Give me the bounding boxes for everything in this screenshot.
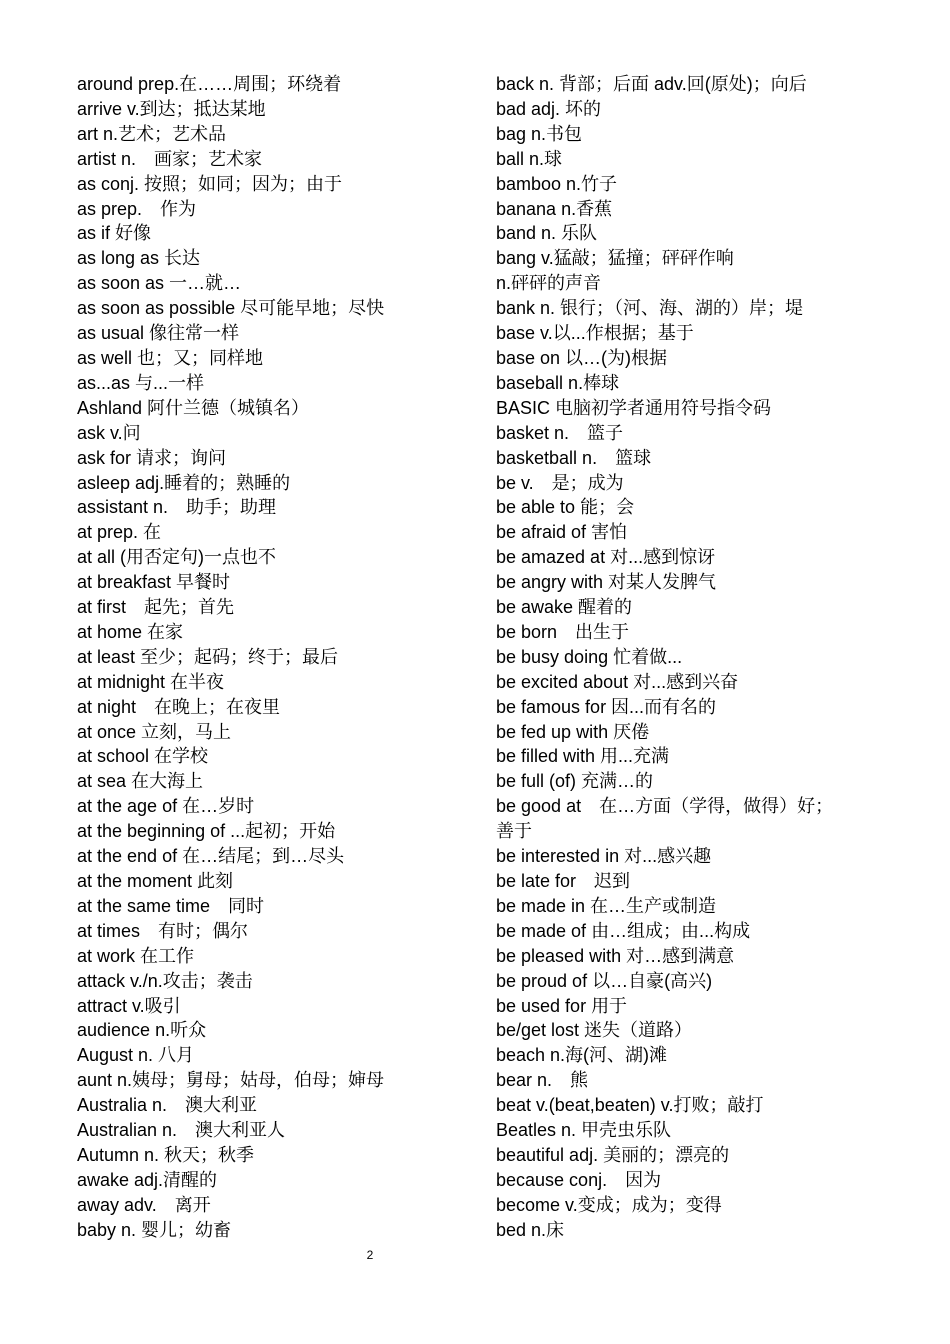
vocabulary-entry: as conj. 按照；如同；因为；由于: [77, 173, 343, 194]
vocabulary-entry: be angry with 对某人发脾气: [496, 572, 717, 593]
vocabulary-entry: Australian n. 澳大利亚人: [77, 1120, 286, 1141]
vocabulary-entry: at prep. 在: [77, 522, 162, 543]
vocabulary-entry: as soon as possible 尽可能早地；尽快: [77, 298, 385, 319]
vocabulary-entry: as prep. 作为: [77, 198, 197, 219]
vocabulary-entry: ask v.问: [77, 422, 141, 443]
vocabulary-entry: as...as 与...一样: [77, 372, 205, 393]
vocabulary-entry: artist n. 画家；艺术家: [77, 148, 263, 169]
vocabulary-entry: awake adj.清醒的: [77, 1169, 218, 1190]
vocabulary-entry: back n. 背部；后面 adv.回(原处)；向后: [496, 74, 807, 94]
vocabulary-entry: be interested in 对...感兴趣: [496, 846, 712, 867]
vocabulary-column-right: [496, 72, 916, 1243]
vocabulary-entry: band n. 乐队: [496, 223, 598, 244]
vocabulary-entry: bag n.书包: [496, 123, 583, 144]
vocabulary-entry: be filled with 用...充满: [496, 746, 670, 767]
vocabulary-entry: at breakfast 早餐时: [77, 572, 231, 593]
vocabulary-entry: audience n.听众: [77, 1020, 207, 1041]
vocabulary-entry: bamboo n.竹子: [496, 173, 618, 194]
vocabulary-entry: at work 在工作: [77, 945, 195, 966]
vocabulary-entry: be pleased with 对…感到满意: [496, 945, 735, 966]
vocabulary-entry: be excited about 对...感到兴奋: [496, 671, 739, 692]
vocabulary-entry: at least 至少；起码；终于；最后: [77, 646, 339, 667]
vocabulary-entry: baby n. 婴儿；幼畜: [77, 1219, 232, 1240]
vocabulary-entry: away adv. 离开: [77, 1194, 211, 1215]
vocabulary-entry: ask for 请求；询问: [77, 447, 227, 468]
vocabulary-entry: at home 在家: [77, 621, 184, 642]
vocabulary-column-left: [77, 72, 477, 1243]
vocabulary-entry: at night 在晚上；在夜里: [77, 696, 281, 717]
vocabulary-entry: art n.艺术；艺术品: [77, 123, 227, 144]
vocabulary-entry: arrive v.到达；抵达某地: [77, 98, 266, 119]
vocabulary-entry: beat v.(beat,beaten) v.打败；敲打: [496, 1095, 764, 1116]
vocabulary-entry: be v. 是；成为: [496, 472, 624, 493]
vocabulary-entry: be/get lost 迷失（道路）: [496, 1020, 693, 1041]
page-number: 2: [366, 1248, 374, 1262]
vocabulary-entry: 善于: [496, 821, 532, 842]
vocabulary-entry: be full (of) 充满…的: [496, 771, 654, 792]
vocabulary-entry: attack v./n.攻击；袭击: [77, 970, 253, 991]
vocabulary-entry: as if 好像: [77, 223, 152, 244]
vocabulary-entry: be made in 在…生产或制造: [496, 895, 717, 916]
vocabulary-entry: as well 也；又；同样地: [77, 347, 264, 368]
vocabulary-entry: banana n.香蕉: [496, 198, 613, 219]
vocabulary-entry: Australia n. 澳大利亚: [77, 1095, 258, 1116]
vocabulary-entry: be busy doing 忙着做...: [496, 646, 683, 667]
vocabulary-entry: be fed up with 厌倦: [496, 721, 650, 742]
vocabulary-entry: BASIC 电脑初学者通用符号指令码: [496, 397, 772, 418]
vocabulary-entry: be proud of 以…自豪(高兴): [496, 970, 713, 991]
vocabulary-entry: Autumn n. 秋天；秋季: [77, 1144, 255, 1165]
vocabulary-entry: bed n.床: [496, 1219, 565, 1240]
vocabulary-entry: be afraid of 害怕: [496, 522, 628, 543]
vocabulary-entry: because conj. 因为: [496, 1169, 662, 1190]
vocabulary-entry: at sea 在大海上: [77, 771, 204, 792]
vocabulary-entry: assistant n. 助手；助理: [77, 497, 277, 518]
vocabulary-entry: at school 在学校: [77, 746, 209, 767]
vocabulary-entry: Ashland 阿什兰德（城镇名）: [77, 397, 310, 418]
vocabulary-entry: beautiful adj. 美丽的；漂亮的: [496, 1144, 730, 1165]
vocabulary-entry: asleep adj.睡着的；熟睡的: [77, 472, 291, 493]
vocabulary-entry: basket n. 篮子: [496, 422, 624, 443]
vocabulary-entry: be late for 迟到: [496, 871, 631, 891]
vocabulary-entry: at times 有时；偶尔: [77, 920, 249, 941]
vocabulary-entry: at the same time 同时: [77, 895, 265, 916]
vocabulary-entry: at the age of 在…岁时: [77, 796, 255, 817]
vocabulary-entry: Beatles n. 甲壳虫乐队: [496, 1120, 672, 1141]
vocabulary-entry: be amazed at 对...感到惊讶: [496, 547, 716, 568]
vocabulary-entry: be awake 醒着的: [496, 597, 633, 618]
vocabulary-entry: at midnight 在半夜: [77, 671, 225, 692]
vocabulary-entry: at the moment 此刻: [77, 871, 234, 891]
vocabulary-entry: be made of 由…组成；由...构成: [496, 920, 751, 941]
vocabulary-entry: be able to 能；会: [496, 497, 635, 518]
vocabulary-entry: as usual 像往常一样: [77, 323, 240, 344]
vocabulary-entry: bad adj. 坏的: [496, 98, 602, 119]
vocabulary-entry: as soon as 一…就…: [77, 273, 242, 294]
vocabulary-entry: aunt n.姨母；舅母；姑母，伯母；婶母: [77, 1070, 385, 1091]
vocabulary-entry: at all (用否定句)一点也不: [77, 547, 277, 568]
vocabulary-entry: base on 以…(为)根据: [496, 347, 668, 368]
vocabulary-entry: as long as 长达: [77, 248, 201, 269]
vocabulary-entry: bear n. 熊: [496, 1070, 589, 1091]
vocabulary-entry: be famous for 因...而有名的: [496, 696, 717, 717]
vocabulary-entry: be used for 用于: [496, 995, 628, 1016]
vocabulary-entry: beach n.海(河、湖)滩: [496, 1045, 668, 1066]
vocabulary-entry: ball n.球: [496, 148, 563, 169]
vocabulary-entry: bang v.猛敲；猛撞；砰砰作响: [496, 248, 734, 269]
vocabulary-entry: base v.以...作根据；基于: [496, 323, 694, 344]
vocabulary-entry: be good at 在…方面（学得，做得）好；: [496, 796, 834, 817]
vocabulary-entry: basketball n. 篮球: [496, 447, 652, 468]
vocabulary-entry: n.砰砰的声音: [496, 273, 602, 294]
vocabulary-entry: August n. 八月: [77, 1045, 195, 1066]
vocabulary-entry: at first 起先；首先: [77, 597, 235, 618]
vocabulary-entry: attract v.吸引: [77, 995, 181, 1016]
vocabulary-entry: be born 出生于: [496, 621, 630, 642]
vocabulary-entry: at once 立刻，马上: [77, 721, 232, 742]
vocabulary-entry: baseball n.棒球: [496, 372, 620, 393]
vocabulary-entry: bank n. 银行；（河、海、湖的）岸；堤: [496, 298, 804, 319]
vocabulary-entry: become v.变成；成为；变得: [496, 1194, 722, 1215]
vocabulary-entry: at the beginning of ...起初；开始: [77, 821, 336, 842]
vocabulary-entry: around prep.在……周围；环绕着: [77, 74, 342, 94]
vocabulary-entry: at the end of 在…结尾；到…尽头: [77, 846, 345, 867]
